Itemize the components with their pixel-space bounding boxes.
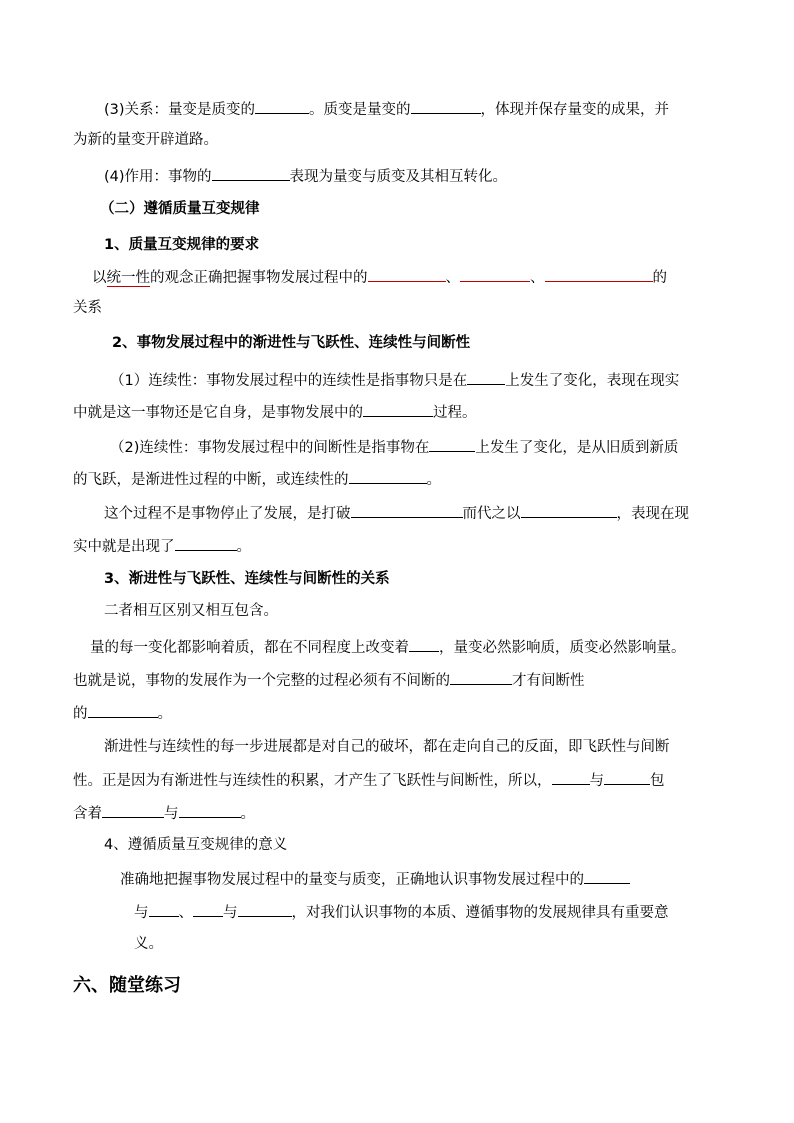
text: 含着 <box>73 806 102 822</box>
blank[interactable] <box>429 436 475 452</box>
blank[interactable] <box>467 369 505 385</box>
text: 与 <box>164 806 179 822</box>
significance-line-2 <box>134 901 669 923</box>
text: 中就是这一事物还是它自身，是事物发展中的 <box>73 405 363 421</box>
text: 为新的量变开辟道路。 <box>73 132 218 148</box>
text: 。 <box>236 539 251 555</box>
blank[interactable] <box>368 266 446 282</box>
text: 。质变是量变的 <box>309 102 411 118</box>
text: 。 <box>157 706 172 722</box>
subsection-4-title: 4、遵循质量互变规律的意义 <box>104 837 288 853</box>
text: 表现为量变与质变及其相互转化。 <box>289 169 508 185</box>
text: 过程。 <box>433 405 477 421</box>
blank[interactable] <box>149 901 179 917</box>
blank[interactable] <box>102 802 164 818</box>
subsection-1-title: 1、质量互变规律的要求 <box>104 237 260 253</box>
relation-label: (3)关系：量变是质变的 <box>104 102 256 118</box>
text: 上发生了变化，是从旧质到新质 <box>475 440 679 456</box>
blank[interactable] <box>521 502 617 518</box>
blank[interactable] <box>363 401 433 417</box>
text: 才有间断性 <box>512 673 585 689</box>
blank[interactable] <box>255 98 309 114</box>
blank[interactable] <box>411 98 481 114</box>
text: 的 <box>652 270 667 286</box>
process-line-1 <box>104 502 689 524</box>
function-label: (4)作用：事物的 <box>104 169 212 185</box>
relation-text-5: 渐进性与连续性的每一步进展都是对自己的破坏，都在走向自己的反面，即飞跃性与间断 <box>104 739 670 755</box>
text: 。 <box>426 472 441 488</box>
text: 实中就是出现了 <box>73 539 175 555</box>
text: 、 <box>530 270 545 286</box>
text: 的 <box>73 706 88 722</box>
text: 量的每一变化都影响着质，都在不同程度上改变着 <box>90 640 409 656</box>
subsection-2-title: 2、事物发展过程中的渐进性与飞跃性、连续性与间断性 <box>112 335 471 351</box>
relation-text-3 <box>73 669 585 691</box>
continuity-line-1 <box>110 369 679 391</box>
significance-line-1 <box>120 868 630 890</box>
relation-line-1 <box>104 98 669 120</box>
relation-text-6 <box>73 769 665 791</box>
blank[interactable] <box>409 636 439 652</box>
text: ，表现在现 <box>616 506 689 522</box>
text: 、 <box>178 905 193 921</box>
text: （1）连续性：事物发展过程中的连续性是指事物只是在 <box>110 373 468 389</box>
text: 与 <box>134 905 149 921</box>
underlined-term: 统一性 <box>106 270 150 286</box>
blank[interactable] <box>238 901 292 917</box>
text: 以 <box>92 270 107 286</box>
function-line <box>104 165 507 187</box>
text: 这个过程不是事物停止了发展，是打破 <box>104 506 351 522</box>
blank[interactable] <box>88 702 158 718</box>
text: ，体现并保存量变的成果，并 <box>480 102 670 118</box>
text: ，量变必然影响质，质变必然影响量。 <box>439 640 686 656</box>
text: 而代之以 <box>462 506 521 522</box>
blank[interactable] <box>450 669 512 685</box>
relation-text-4 <box>73 702 172 724</box>
discontinuity-line-2 <box>73 468 441 490</box>
blank[interactable] <box>545 266 653 282</box>
text: 性。正是因为有渐进性与连续性的积累，才产生了飞跃性与间断性，所以， <box>73 773 552 789</box>
blank[interactable] <box>604 769 650 785</box>
text: （2)连续性：事物发展过程中的间断性是指事物在 <box>110 440 430 456</box>
text: 。 <box>240 806 255 822</box>
text: 准确地把握事物发展过程中的量变与质变，正确地认识事物发展过程中的 <box>120 872 584 888</box>
blank[interactable] <box>552 769 590 785</box>
text: 包 <box>650 773 665 789</box>
process-line-2 <box>73 535 251 557</box>
discontinuity-line-1 <box>110 436 678 458</box>
requirement-line-2: 关系 <box>73 300 102 316</box>
section-6-title: 六、随堂练习 <box>73 975 181 996</box>
text: 的飞跃，是渐进性过程的中断，或连续性的 <box>73 472 349 488</box>
blank[interactable] <box>179 802 241 818</box>
relation-text-2 <box>90 636 686 658</box>
blank[interactable] <box>351 502 463 518</box>
significance-line-3: 义。 <box>134 936 163 952</box>
blank[interactable] <box>349 468 427 484</box>
subsection-3-title: 3、渐进性与飞跃性、连续性与间断性的关系 <box>104 571 390 587</box>
text: 与 <box>223 905 238 921</box>
blank[interactable] <box>584 868 630 884</box>
relation-text-1: 二者相互区别又相互包含。 <box>104 603 278 619</box>
text: 与 <box>589 773 604 789</box>
text: 也就是说，事物的发展作为一个完整的过程必须有不间断的 <box>73 673 450 689</box>
blank[interactable] <box>460 266 530 282</box>
continuity-line-2 <box>73 401 477 423</box>
section-2-title: （二）遵循质量互变规律 <box>100 201 260 217</box>
blank[interactable] <box>212 165 290 181</box>
text: 上发生了变化，表现在现实 <box>505 373 680 389</box>
relation-line-2 <box>73 130 218 150</box>
text: 的观念正确把握事物发展过程中的 <box>150 270 368 286</box>
text: ，对我们认识事物的本质、遵循事物的发展规律具有重要意 <box>291 905 669 921</box>
relation-text-7 <box>73 802 255 824</box>
text: 、 <box>445 270 460 286</box>
blank[interactable] <box>175 535 237 551</box>
blank[interactable] <box>193 901 223 917</box>
requirement-line-1 <box>92 266 667 288</box>
